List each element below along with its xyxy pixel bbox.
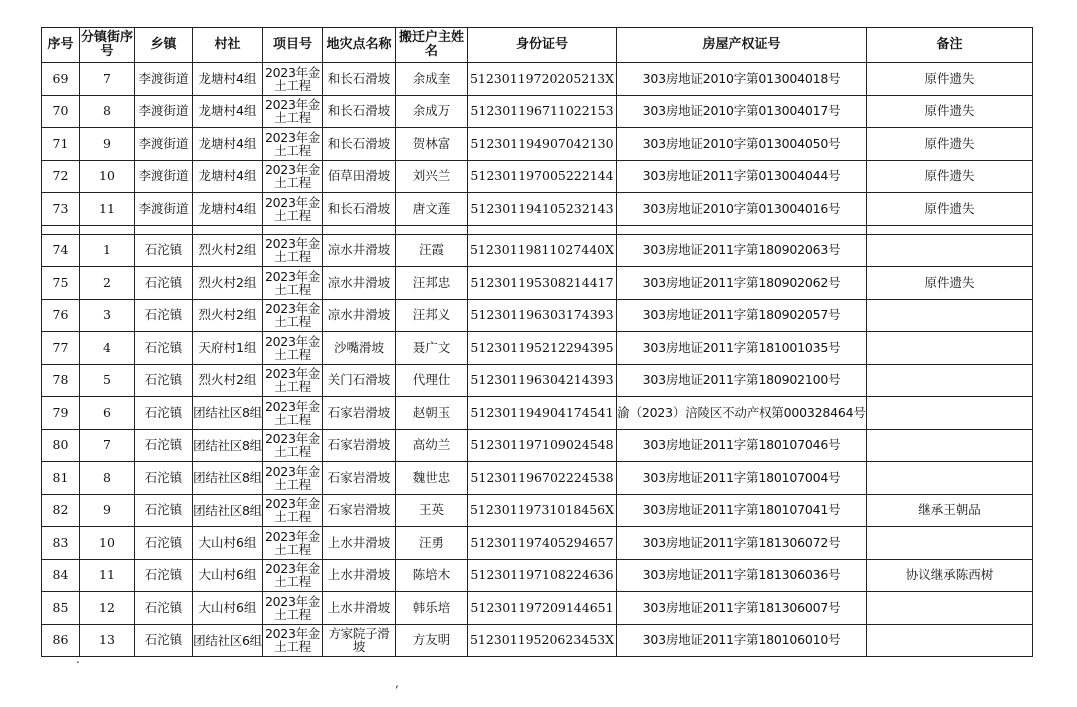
cell-note: 原件遗失 — [867, 128, 1033, 161]
cell-id-number: 512301194105232143 — [468, 193, 617, 226]
spacer-cell — [263, 225, 323, 234]
cell-note: 原件遗失 — [867, 193, 1033, 226]
cell-site: 石家岩滑坡 — [323, 494, 396, 527]
cell-id-number: 51230119720205213X — [468, 63, 617, 96]
cell-cert-number: 303房地证2011字第013004044号 — [617, 160, 867, 193]
cell-sub-seq: 2 — [80, 267, 135, 300]
header-id-number: 身份证号 — [468, 28, 617, 63]
cell-id-number: 512301197405294657 — [468, 527, 617, 560]
cell-note: 继承王朝品 — [867, 494, 1033, 527]
cell-village: 龙塘村4组 — [193, 128, 263, 161]
cell-sub-seq: 5 — [80, 364, 135, 397]
cell-sub-seq: 8 — [80, 95, 135, 128]
cell-cert-number: 303房地证2011字第180902100号 — [617, 364, 867, 397]
cell-owner: 余成万 — [396, 95, 468, 128]
cell-owner: 贺林富 — [396, 128, 468, 161]
table-row — [42, 193, 1033, 226]
table-row — [42, 267, 1033, 300]
cell-town: 石沱镇 — [135, 267, 193, 300]
table-row — [42, 63, 1033, 96]
cell-id-number: 51230119731018456X — [468, 494, 617, 527]
cell-project: 2023年金土工程 — [263, 527, 323, 560]
cell-id-number: 512301196303174393 — [468, 299, 617, 332]
cell-seq: 74 — [42, 234, 80, 267]
cell-town: 石沱镇 — [135, 397, 193, 430]
header-row — [42, 28, 1033, 63]
spacer-cell — [80, 225, 135, 234]
cell-owner: 汪霞 — [396, 234, 468, 267]
cell-town: 李渡街道 — [135, 193, 193, 226]
cell-id-number: 512301197209144651 — [468, 592, 617, 625]
cell-sub-seq: 7 — [80, 63, 135, 96]
cell-site: 上水井滑坡 — [323, 527, 396, 560]
cell-site: 上水井滑坡 — [323, 592, 396, 625]
spacer-cell — [617, 225, 867, 234]
cell-seq: 85 — [42, 592, 80, 625]
cell-village: 团结社区8组 — [193, 494, 263, 527]
cell-town: 李渡街道 — [135, 128, 193, 161]
cell-sub-seq: 8 — [80, 462, 135, 495]
cell-note — [867, 397, 1033, 430]
relocation-table — [41, 27, 1033, 657]
cell-project: 2023年金土工程 — [263, 494, 323, 527]
cell-sub-seq: 11 — [80, 193, 135, 226]
cell-project: 2023年金土工程 — [263, 624, 323, 657]
cell-project: 2023年金土工程 — [263, 397, 323, 430]
spacer-cell — [42, 225, 80, 234]
cell-site: 石家岩滑坡 — [323, 462, 396, 495]
cell-town: 李渡街道 — [135, 63, 193, 96]
cell-project: 2023年金土工程 — [263, 332, 323, 365]
cell-id-number: 512301196304214393 — [468, 364, 617, 397]
cell-town: 石沱镇 — [135, 332, 193, 365]
cell-seq: 70 — [42, 95, 80, 128]
cell-seq: 80 — [42, 429, 80, 462]
cell-village: 烈火村2组 — [193, 234, 263, 267]
cell-sub-seq: 3 — [80, 299, 135, 332]
cell-cert-number: 303房地证2011字第180107004号 — [617, 462, 867, 495]
cell-town: 石沱镇 — [135, 364, 193, 397]
cell-project: 2023年金土工程 — [263, 160, 323, 193]
cell-project: 2023年金土工程 — [263, 364, 323, 397]
header-project: 项目号 — [263, 28, 323, 63]
cell-cert-number: 303房地证2011字第180902063号 — [617, 234, 867, 267]
spacer-row — [42, 225, 1033, 234]
cell-seq: 83 — [42, 527, 80, 560]
table-row — [42, 160, 1033, 193]
header-cert-number: 房屋产权证号 — [617, 28, 867, 63]
cell-town: 石沱镇 — [135, 624, 193, 657]
cell-seq: 71 — [42, 128, 80, 161]
cell-note: 原件遗失 — [867, 63, 1033, 96]
cell-cert-number: 303房地证2010字第013004050号 — [617, 128, 867, 161]
spacer-cell — [396, 225, 468, 234]
cell-owner: 魏世忠 — [396, 462, 468, 495]
cell-note — [867, 332, 1033, 365]
cell-site: 和长石滑坡 — [323, 95, 396, 128]
cell-owner: 聂广文 — [396, 332, 468, 365]
cell-note — [867, 527, 1033, 560]
cell-site: 和长石滑坡 — [323, 193, 396, 226]
cell-id-number: 512301196711022153 — [468, 95, 617, 128]
table-row — [42, 624, 1033, 657]
cell-site: 方家院子滑坡 — [323, 624, 396, 657]
cell-id-number: 512301194904174541 — [468, 397, 617, 430]
spacer-cell — [193, 225, 263, 234]
cell-owner: 高幼兰 — [396, 429, 468, 462]
cell-owner: 汪勇 — [396, 527, 468, 560]
cell-site: 石家岩滑坡 — [323, 429, 396, 462]
cell-project: 2023年金土工程 — [263, 63, 323, 96]
cell-seq: 69 — [42, 63, 80, 96]
cell-site: 关门石滑坡 — [323, 364, 396, 397]
cell-note — [867, 624, 1033, 657]
cell-cert-number: 渝（2023）涪陵区不动产权第000328464号 — [617, 397, 867, 430]
cell-site: 凉水井滑坡 — [323, 267, 396, 300]
cell-cert-number: 303房地证2010字第013004016号 — [617, 193, 867, 226]
cell-seq: 84 — [42, 559, 80, 592]
header-seq: 序号 — [42, 28, 80, 63]
cell-village: 大山村6组 — [193, 559, 263, 592]
cell-id-number: 512301194907042130 — [468, 128, 617, 161]
cell-village: 天府村1组 — [193, 332, 263, 365]
cell-project: 2023年金土工程 — [263, 429, 323, 462]
cell-note — [867, 429, 1033, 462]
table-row — [42, 462, 1033, 495]
cell-town: 石沱镇 — [135, 234, 193, 267]
cell-seq: 73 — [42, 193, 80, 226]
table-row — [42, 559, 1033, 592]
cell-seq: 72 — [42, 160, 80, 193]
cell-town: 李渡街道 — [135, 160, 193, 193]
cell-note: 原件遗失 — [867, 267, 1033, 300]
cell-village: 烈火村2组 — [193, 267, 263, 300]
cell-cert-number: 303房地证2011字第180106010号 — [617, 624, 867, 657]
cell-town: 石沱镇 — [135, 462, 193, 495]
cell-seq: 81 — [42, 462, 80, 495]
cell-sub-seq: 11 — [80, 559, 135, 592]
cell-cert-number: 303房地证2011字第180107046号 — [617, 429, 867, 462]
cell-owner: 刘兴兰 — [396, 160, 468, 193]
cell-sub-seq: 7 — [80, 429, 135, 462]
cell-sub-seq: 13 — [80, 624, 135, 657]
cell-id-number: 512301197005222144 — [468, 160, 617, 193]
cell-id-number: 51230119520623453X — [468, 624, 617, 657]
cell-seq: 76 — [42, 299, 80, 332]
cell-town: 石沱镇 — [135, 299, 193, 332]
table-row — [42, 592, 1033, 625]
cell-town: 石沱镇 — [135, 429, 193, 462]
cell-seq: 75 — [42, 267, 80, 300]
cell-village: 大山村6组 — [193, 592, 263, 625]
table-row — [42, 397, 1033, 430]
cell-owner: 陈培木 — [396, 559, 468, 592]
cell-project: 2023年金土工程 — [263, 267, 323, 300]
cell-village: 大山村6组 — [193, 527, 263, 560]
cell-owner: 唐文莲 — [396, 193, 468, 226]
cell-seq: 78 — [42, 364, 80, 397]
cell-town: 石沱镇 — [135, 494, 193, 527]
cell-cert-number: 303房地证2011字第181306072号 — [617, 527, 867, 560]
cell-id-number: 512301197109024548 — [468, 429, 617, 462]
document-page — [41, 27, 1033, 657]
cell-sub-seq: 10 — [80, 160, 135, 193]
cell-cert-number: 303房地证2010字第013004017号 — [617, 95, 867, 128]
table-body — [42, 63, 1033, 657]
table-row — [42, 234, 1033, 267]
cell-note — [867, 364, 1033, 397]
cell-cert-number: 303房地证2011字第181306007号 — [617, 592, 867, 625]
table-row — [42, 299, 1033, 332]
cell-village: 团结社区6组 — [193, 624, 263, 657]
cell-sub-seq: 9 — [80, 128, 135, 161]
cell-owner: 汪邦忠 — [396, 267, 468, 300]
cell-note — [867, 299, 1033, 332]
cell-cert-number: 303房地证2011字第180107041号 — [617, 494, 867, 527]
cell-owner: 代理仕 — [396, 364, 468, 397]
cell-village: 龙塘村4组 — [193, 193, 263, 226]
cell-cert-number: 303房地证2010字第013004018号 — [617, 63, 867, 96]
stray-dot-mark: . — [76, 652, 80, 666]
cell-town: 李渡街道 — [135, 95, 193, 128]
cell-owner: 汪邦义 — [396, 299, 468, 332]
cell-cert-number: 303房地证2011字第181306036号 — [617, 559, 867, 592]
cell-village: 龙塘村4组 — [193, 63, 263, 96]
cell-sub-seq: 4 — [80, 332, 135, 365]
cell-owner: 方友明 — [396, 624, 468, 657]
cell-seq: 86 — [42, 624, 80, 657]
table-row — [42, 128, 1033, 161]
cell-site: 上水井滑坡 — [323, 559, 396, 592]
header-sub-seq: 分镇街序号 — [80, 28, 135, 63]
cell-note: 原件遗失 — [867, 160, 1033, 193]
cell-note: 协议继承陈西树 — [867, 559, 1033, 592]
cell-owner: 韩乐培 — [396, 592, 468, 625]
cell-sub-seq: 12 — [80, 592, 135, 625]
cell-cert-number: 303房地证2011字第180902057号 — [617, 299, 867, 332]
cell-village: 团结社区8组 — [193, 462, 263, 495]
cell-cert-number: 303房地证2011字第180902062号 — [617, 267, 867, 300]
cell-id-number: 512301197108224636 — [468, 559, 617, 592]
cell-village: 龙塘村4组 — [193, 160, 263, 193]
cell-site: 石家岩滑坡 — [323, 397, 396, 430]
cell-note — [867, 592, 1033, 625]
cell-seq: 82 — [42, 494, 80, 527]
cell-seq: 79 — [42, 397, 80, 430]
cell-site: 和长石滑坡 — [323, 63, 396, 96]
cell-site: 佰草田滑坡 — [323, 160, 396, 193]
table-row — [42, 429, 1033, 462]
cell-project: 2023年金土工程 — [263, 559, 323, 592]
cell-village: 团结社区8组 — [193, 397, 263, 430]
cell-id-number: 512301195212294395 — [468, 332, 617, 365]
cell-town: 石沱镇 — [135, 559, 193, 592]
table-row — [42, 494, 1033, 527]
spacer-cell — [867, 225, 1033, 234]
cell-town: 石沱镇 — [135, 527, 193, 560]
cell-id-number: 512301195308214417 — [468, 267, 617, 300]
cell-site: 凉水井滑坡 — [323, 299, 396, 332]
cell-owner: 余成奎 — [396, 63, 468, 96]
cell-note — [867, 462, 1033, 495]
cell-site: 凉水井滑坡 — [323, 234, 396, 267]
header-village: 村社 — [193, 28, 263, 63]
cell-owner: 赵朝玉 — [396, 397, 468, 430]
cell-sub-seq: 6 — [80, 397, 135, 430]
cell-sub-seq: 1 — [80, 234, 135, 267]
cell-project: 2023年金土工程 — [263, 299, 323, 332]
cell-town: 石沱镇 — [135, 592, 193, 625]
cell-owner: 王英 — [396, 494, 468, 527]
cell-village: 龙塘村4组 — [193, 95, 263, 128]
cell-village: 烈火村2组 — [193, 299, 263, 332]
cell-note: 原件遗失 — [867, 95, 1033, 128]
cell-cert-number: 303房地证2011字第181001035号 — [617, 332, 867, 365]
cell-project: 2023年金土工程 — [263, 234, 323, 267]
cell-sub-seq: 9 — [80, 494, 135, 527]
header-site: 地灾点名称 — [323, 28, 396, 63]
spacer-cell — [135, 225, 193, 234]
header-town: 乡镇 — [135, 28, 193, 63]
spacer-cell — [323, 225, 396, 234]
table-row — [42, 95, 1033, 128]
cell-seq: 77 — [42, 332, 80, 365]
spacer-cell — [468, 225, 617, 234]
cell-village: 烈火村2组 — [193, 364, 263, 397]
cell-village: 团结社区8组 — [193, 429, 263, 462]
cell-note — [867, 234, 1033, 267]
table-row — [42, 332, 1033, 365]
cell-site: 和长石滑坡 — [323, 128, 396, 161]
cell-project: 2023年金土工程 — [263, 592, 323, 625]
table-row — [42, 527, 1033, 560]
cell-project: 2023年金土工程 — [263, 193, 323, 226]
cell-project: 2023年金土工程 — [263, 95, 323, 128]
cell-sub-seq: 10 — [80, 527, 135, 560]
table-row — [42, 364, 1033, 397]
cell-id-number: 51230119811027440X — [468, 234, 617, 267]
cell-project: 2023年金土工程 — [263, 462, 323, 495]
cell-project: 2023年金土工程 — [263, 128, 323, 161]
cell-id-number: 512301196702224538 — [468, 462, 617, 495]
stray-comma-mark: , — [395, 676, 399, 690]
header-owner: 搬迁户主姓名 — [396, 28, 468, 63]
header-note: 备注 — [867, 28, 1033, 63]
cell-site: 沙嘴滑坡 — [323, 332, 396, 365]
